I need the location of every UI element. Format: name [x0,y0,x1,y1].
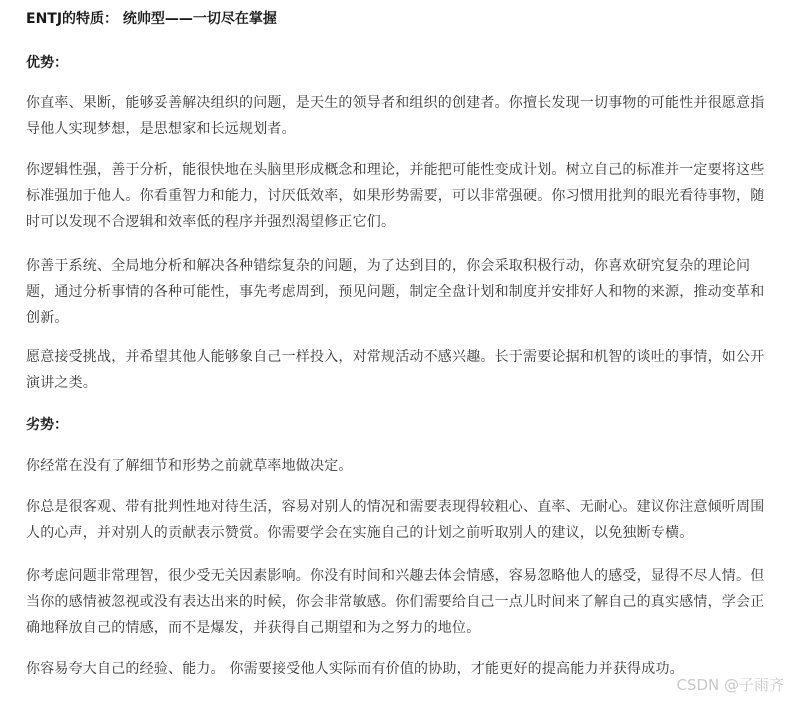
weaknesses-paragraph-1: 你经常在没有了解细节和形势之前就草率地做决定。 [26,458,353,474]
weaknesses-paragraph-4: 你容易夸大自己的经验、能力。 你需要接受他人实际而有价值的协助，才能更好的提高能力并获得成功。 [26,661,684,677]
csdn-watermark: CSDN @子雨齐 [676,676,784,694]
strengths-paragraph-2: 你逻辑性强，善于分析，能很快地在头脑里形成概念和理论，并能把可能性变成计划。树立自己的标准并一定要将这些标准强加于他人。你看重智力和能力，讨厌低效率，如果形势需要，可以非常强硬。你习惯用批判的眼光看待事物，随时可以发现不合逻辑和效率低的程序并强烈渴望修正它们。 [26,162,765,230]
strengths-paragraph-1: 你直率、果断，能够妥善解决组织的问题，是天生的领导者和组织的创建者。你擅长发现一切事物的可能性并很愿意指导他人实现梦想，是思想家和长远规划者。 [26,95,765,137]
weaknesses-heading: 劣势： [26,417,68,433]
strengths-heading: 优势： [26,55,68,71]
article-title: ENTJ的特质： 统帅型——一切尽在掌握 [26,11,277,27]
weaknesses-paragraph-2: 你总是很客观、带有批判性地对待生活，容易对别人的情况和需要表现得较粗心、直率、无耐心。建议你注意倾听周围人的心声，并对别人的贡献表示赞赏。你需要学会在实施自己的计划之前听取别人的建议，以免独断专横。 [26,499,765,541]
weaknesses-paragraph-3: 你考虑问题非常理智，很少受无关因素影响。你没有时间和兴趣去体会情感，容易忽略他人的感受，显得不尽人情。但当你的感情被忽视或没有表达出来的时候，你会非常敏感。你们需要给自己一点儿时间来了解自己的真实感情，学会正确地释放自己的情感，而不是爆发，并获得自己期望和为之努力的地位。 [26,568,765,636]
strengths-paragraph-3: 你善于系统、全局地分析和解决各种错综复杂的问题，为了达到目的，你会采取积极行动，你喜欢研究复杂的理论问题，通过分析事情的各种可能性，事先考虑周到，预见问题，制定全盘计划和制度并安排好人和物的来源，推动变革和创新。 [26,258,765,326]
strengths-paragraph-4: 愿意接受挑战，并希望其他人能够象自己一样投入，对常规活动不感兴趣。长于需要论据和机智的谈吐的事情，如公开演讲之类。 [26,349,765,391]
